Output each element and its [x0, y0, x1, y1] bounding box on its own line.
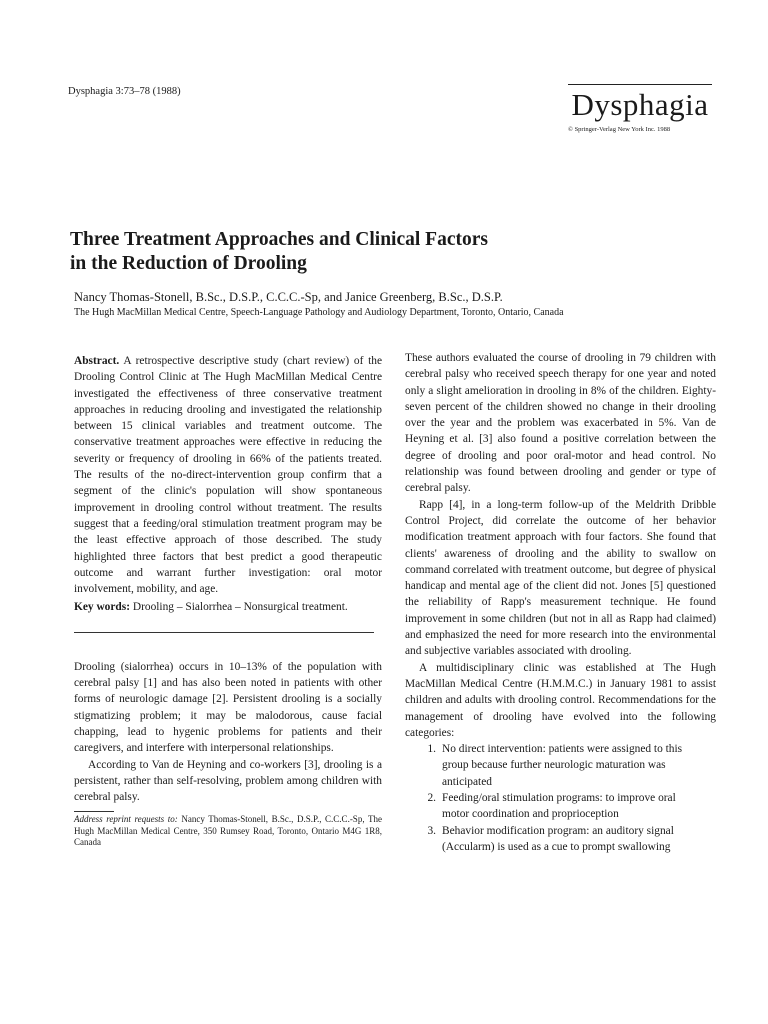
footnote-text: Nancy Thomas-Stonell, B.Sc., D.S.P., C.C.C.-Sp, The Hugh MacMillan Medical Centre, 350 Rumsey Road, Toronto, Ontario M4G 1R8, Canada — [74, 814, 382, 848]
title-line-2: in the Reduction of Drooling — [70, 253, 307, 274]
right-column — [405, 350, 716, 855]
footnote-rule — [74, 811, 114, 812]
body-paragraph: According to Van de Heyning and co-workers [3], drooling is a persistent, rather than self-resolving, problem among children with cerebral palsy. — [74, 758, 382, 804]
abstract-text: A retrospective descriptive study (chart review) of the Drooling Control Clinic at The Hugh MacMillan Medical Centre investigated the effectiveness of three conservative treatment approaches in reducing drooling and investigated the relationship between 15 clinical variables and treatment outcome. The conservative treatment approaches were effective in reducing the severity or frequency of drooling in 66% of the patients treated. The results of the no-direct-intervention group confirm that a segment of the clinic's population will show spontaneous improvement in drooling control without treatment. The results suggest that a feeding/oral stimulation treatment program may be the least effective approach of those described. The study highlighted three factors that best predict a good therapeutic outcome and warrant further investigation: oral motor involvement, mobility, and age. — [74, 355, 383, 596]
abstract-label: Abstract. — [74, 355, 120, 367]
list-item — [405, 790, 716, 823]
keywords-text: Drooling – Sialorrhea – Nonsurgical treatment. — [132, 601, 348, 614]
keywords-label: Key words: — [74, 601, 130, 614]
journal-masthead — [568, 84, 712, 133]
body-paragraph: Rapp [4], in a long-term follow-up of the Meldrith Dribble Control Project, did correlate the outcome of her behavior modification treatment approach with four factors. She found that clients' awareness of drooling and the ability to swallow on command correlated with treatment outcome, but degree of physical handicap and mental age of the client did not. Jones [5] questioned the reliability of Rapp's measurement technique. He found improvement in some children (but not in all as Rapp had claimed) and emphasized the need for more research into the environmental and subjective variables associated with drooling. — [405, 498, 716, 658]
section-divider — [74, 632, 374, 633]
journal-name: Dysphagia — [571, 87, 709, 122]
list-item-text: Behavior modification program: an auditory signal (Accularm) is used as a cue to prompt swallowing — [442, 824, 674, 853]
body-paragraph: Drooling (sialorrhea) occurs in 10–13% of the population with cerebral palsy [1] and has also been noted in patients with other forms of neurologic damage [2]. Persistent drooling is a socially stigmatizing problem; it may be malodorous, cause facial chapping, lead to hygenic problems for patients and their caregivers, and interfere with interpersonal relationships. — [74, 660, 382, 755]
body-paragraph: These authors evaluated the course of drooling in 79 children with cerebral palsy who received speech therapy for one year and noted only a slight amelioration in drooling in 8% of the children. Eighty-seven percent of the children showed no change in their drooling over the year and the problem was exacerbated in 5%. Van de Heyning et al. [3] also found a positive correlation between the degree of drooling and poor oral-motor and head control. No relationship was found between drooling and gender or type of cerebral palsy. — [405, 352, 716, 495]
copyright-notice: © Springer-Verlag New York Inc. 1988 — [568, 126, 671, 133]
body-paragraph: A multidisciplinary clinic was established at The Hugh MacMillan Medical Centre (H.M.M.C.) in January 1981 to assist children and adults with drooling control. Recommendations for the management of drooling have evolved into the following categories: — [405, 661, 716, 739]
keywords — [74, 599, 382, 615]
journal-reference: Dysphagia 3:73–78 (1988) — [68, 86, 181, 97]
list-item-text: No direct intervention: patients were assigned to this group because further neurologic maturation was anticipated — [442, 743, 683, 788]
masthead-rule — [568, 84, 712, 85]
article-title — [70, 228, 630, 276]
list-item-number: 3. — [427, 824, 436, 837]
list-item-number: 1. — [427, 743, 436, 756]
abstract — [74, 353, 382, 597]
author-list: Nancy Thomas-Stonell, B.Sc., D.S.P., C.C.C.-Sp, and Janice Greenberg, B.Sc., D.S.P. — [74, 290, 503, 304]
list-item-text: Feeding/oral stimulation programs: to improve oral motor coordination and proprioception — [442, 792, 676, 821]
list-item — [405, 741, 716, 790]
left-column — [74, 353, 382, 849]
list-item — [405, 823, 716, 856]
footnote-label: Address reprint requests to: — [74, 814, 178, 825]
list-item-number: 2. — [427, 792, 436, 805]
author-affiliation: The Hugh MacMillan Medical Centre, Speech-Language Pathology and Audiology Department, Toronto, Ontario, Canada — [74, 307, 564, 318]
title-line-1: Three Treatment Approaches and Clinical Factors — [70, 229, 488, 250]
reprint-footnote — [74, 814, 382, 849]
treatment-category-list — [405, 741, 716, 855]
